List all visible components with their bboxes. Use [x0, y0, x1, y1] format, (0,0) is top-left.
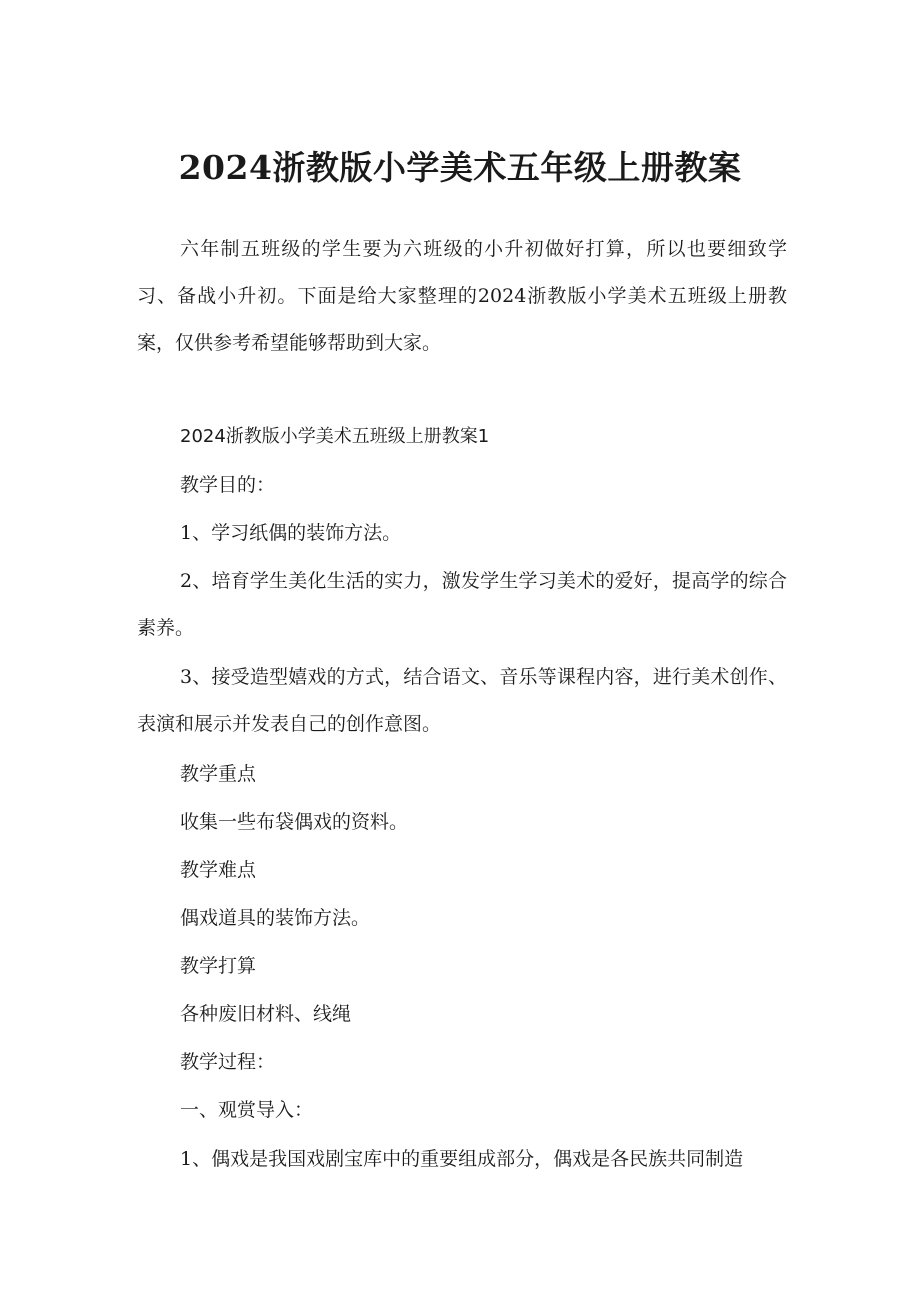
focus-heading: 教学重点 — [180, 763, 257, 785]
prep-text: 各种废旧材料、线绳 — [180, 1003, 352, 1025]
goals-heading: 教学目的： — [180, 474, 276, 496]
goal-1: 1、学习纸偶的装饰方法。 — [180, 522, 402, 544]
difficulty-heading: 教学难点 — [180, 859, 257, 881]
goal-2: 2、培育学生美化生活的实力，激发学生学习美术的爱好，提高学的综合素养。 — [137, 570, 787, 639]
intro-paragraph: 六年制五班级的学生要为六班级的小升初做好打算，所以也要细致学习、备战小升初。下面是给大家整理的2024浙教版小学美术五班级上册教案，仅供参考希望能够帮助到大家。 — [137, 238, 787, 354]
step-1: 1、偶戏是我国戏剧宝库中的重要组成部分，偶戏是各民族共同制造 — [180, 1148, 744, 1170]
prep-heading: 教学打算 — [180, 955, 257, 977]
section-title: 2024浙教版小学美术五班级上册教案1 — [180, 426, 490, 447]
step-heading: 一、观赏导入： — [180, 1099, 314, 1121]
document-title: 2024浙教版小学美术五年级上册教案 — [178, 148, 742, 187]
goal-3: 3、接受造型嬉戏的方式，结合语文、音乐等课程内容，进行美术创作、表演和展示并发表自己的创作意图。 — [137, 666, 787, 735]
process-heading: 教学过程： — [180, 1051, 276, 1073]
focus-text: 收集一些布袋偶戏的资料。 — [180, 811, 409, 833]
difficulty-text: 偶戏道具的装饰方法。 — [180, 907, 371, 929]
